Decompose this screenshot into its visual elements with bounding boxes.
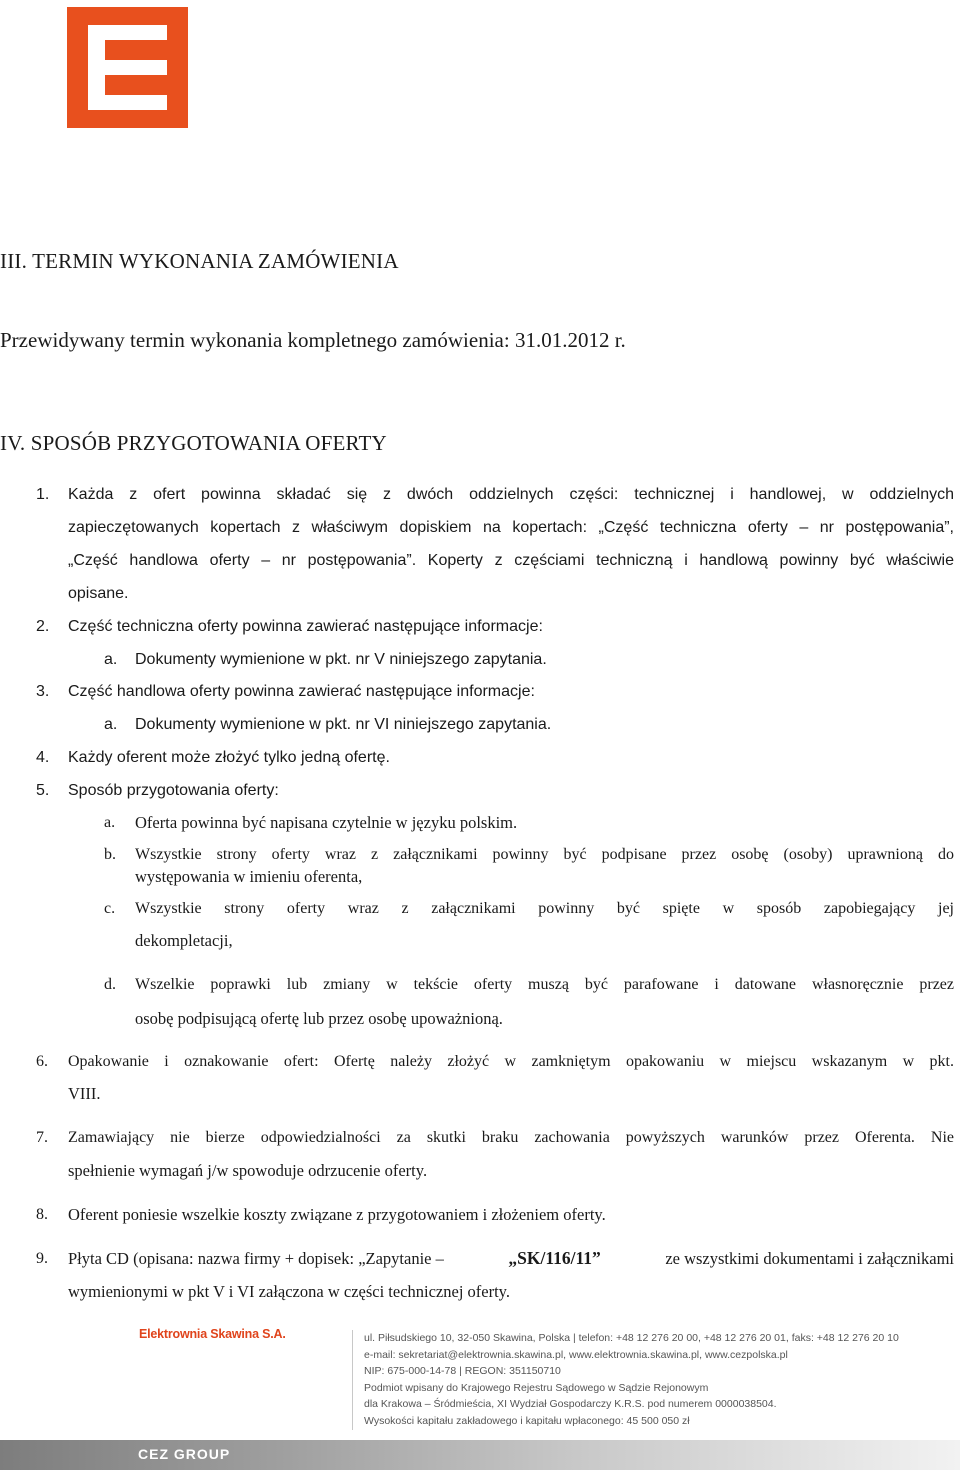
item-1-number: 1. — [36, 486, 50, 503]
footer-line-registry: Podmiot wpisany do Krajowego Rejestru Sądowego w Sądzie Rejonowym — [364, 1381, 709, 1394]
section-3-heading: III. TERMIN WYKONANIA ZAMÓWIENIA — [0, 249, 399, 273]
item-5b-line-2: występowania w imieniu oferenta, — [135, 867, 363, 886]
item-5d-line-1: Wszelkie poprawki lub zmiany w tekście oferty muszą być parafowane i datowane własnoręcznie przez — [135, 976, 954, 993]
item-7-line-1: Zamawiający nie bierze odpowiedzialności za skutki braku zachowania powyższych warunków przez Oferenta. Nie — [68, 1129, 954, 1146]
footer-line-nip: NIP: 675-000-14-78 | REGON: 351150710 — [364, 1365, 561, 1378]
item-9-line-2: wymienionymi w pkt V i VI załączona w części technicznej oferty. — [68, 1282, 510, 1301]
item-8-number: 8. — [36, 1206, 48, 1223]
item-9-number: 9. — [36, 1250, 48, 1267]
item-8-text: Oferent poniesie wszelkie koszty związane z przygotowaniem i złożeniem oferty. — [68, 1205, 606, 1224]
item-2-number: 2. — [36, 618, 50, 635]
item-5a-text: Oferta powinna być napisana czytelnie w języku polskim. — [135, 813, 518, 832]
item-3-number: 3. — [36, 683, 50, 700]
item-7-number: 7. — [36, 1129, 48, 1146]
item-2-text: Część techniczna oferty powinna zawierać następujące informacje: — [68, 618, 543, 635]
item-4-text: Każdy oferent może złożyć tylko jedną ofertę. — [68, 749, 390, 766]
footer-contact-block — [364, 1330, 899, 1430]
footer-divider — [352, 1330, 353, 1430]
item-3a-letter: a. — [104, 716, 118, 733]
item-7-line-2: spełnienie wymagań j/w spowoduje odrzucenie oferty. — [68, 1161, 428, 1180]
item-9-line-1-pre: Płyta CD (opisana: nazwa firmy + dopisek: „Zapytanie – — [68, 1249, 444, 1268]
item-6-line-1: Opakowanie i oznakowanie ofert: Ofertę należy złożyć w zamkniętym opakowaniu w miejscu wskazanym w pkt. — [68, 1053, 954, 1070]
item-3a-text: Dokumenty wymienione w pkt. nr VI niniejszego zapytania. — [135, 716, 552, 733]
item-9-line-1-post: ze wszystkimi dokumentami i załącznikami — [665, 1249, 954, 1268]
footer-line-capital: Wysokości kapitału zakładowego i kapitału wpłaconego: 45 500 050 zł — [364, 1414, 690, 1427]
footer-line-address: ul. Piłsudskiego 10, 32-050 Skawina, Polska | telefon: +48 12 276 20 00, +48 12 276 20 01, faks: +48 12 276 20 10 — [364, 1332, 899, 1344]
item-3-text: Część handlowa oferty powinna zawierać następujące informacje: — [68, 683, 535, 700]
item-5c-line-2: dekompletacji, — [135, 931, 233, 950]
section-4-heading: IV. SPOSÓB PRZYGOTOWANIA OFERTY — [0, 431, 387, 455]
item-5d-letter: d. — [104, 976, 116, 993]
item-5b-line-1: Wszystkie strony oferty wraz z załącznikami powinny być podpisane przez osobę (osoby) uprawnioną do — [135, 846, 954, 863]
item-5-text: Sposób przygotowania oferty: — [68, 782, 279, 799]
item-1-line-2: zapieczętowanych kopertach z właściwym dopiskiem na kopertach: „Część techniczna oferty – nr postępowania”, — [68, 519, 954, 536]
item-5c-letter: c. — [104, 900, 116, 917]
item-9-reference-number: „SK/116/11” — [508, 1248, 601, 1268]
item-6-number: 6. — [36, 1053, 48, 1070]
item-2a-letter: a. — [104, 651, 118, 668]
item-1-line-3: „Część handlowa oferty – nr postępowania”. Koperty z częściami techniczną i handlową powinny być właściwie — [68, 552, 954, 569]
section-3-paragraph: Przewidywany termin wykonania kompletnego zamówienia: 31.01.2012 r. — [0, 328, 626, 352]
item-5-number: 5. — [36, 782, 50, 799]
item-1-line-1: Każda z ofert powinna składać się z dwóch oddzielnych części: technicznej i handlowej, w oddzielnych — [68, 486, 954, 503]
item-1-line-4: opisane. — [68, 585, 129, 602]
cez-logo-icon — [67, 7, 188, 128]
item-5d-line-2: osobę podpisującą ofertę lub przez osobę upoważnioną. — [135, 1009, 503, 1028]
footer-company-name: Elektrownia Skawina S.A. — [139, 1327, 286, 1341]
item-5b-letter: b. — [104, 846, 116, 863]
item-9-line-1 — [68, 1242, 954, 1275]
cez-group-label: CEZ GROUP — [138, 1446, 231, 1462]
footer-line-court: dla Krakowa – Śródmieścia, XI Wydział Gospodarczy K.R.S. pod numerem 0000038504. — [364, 1398, 777, 1411]
item-5c-line-1: Wszystkie strony oferty wraz z załącznikami powinny być spięte w sposób zapobiegający jej — [135, 900, 954, 917]
footer-line-email: e-mail: sekretariat@elektrownia.skawina.pl, www.elektrownia.skawina.pl, www.cezpolska.pl — [364, 1348, 788, 1361]
item-5a-letter: a. — [104, 814, 116, 831]
item-6-line-2: VIII. — [68, 1084, 101, 1103]
item-2a-text: Dokumenty wymienione w pkt. nr V niniejszego zapytania. — [135, 651, 547, 668]
item-4-number: 4. — [36, 749, 50, 766]
